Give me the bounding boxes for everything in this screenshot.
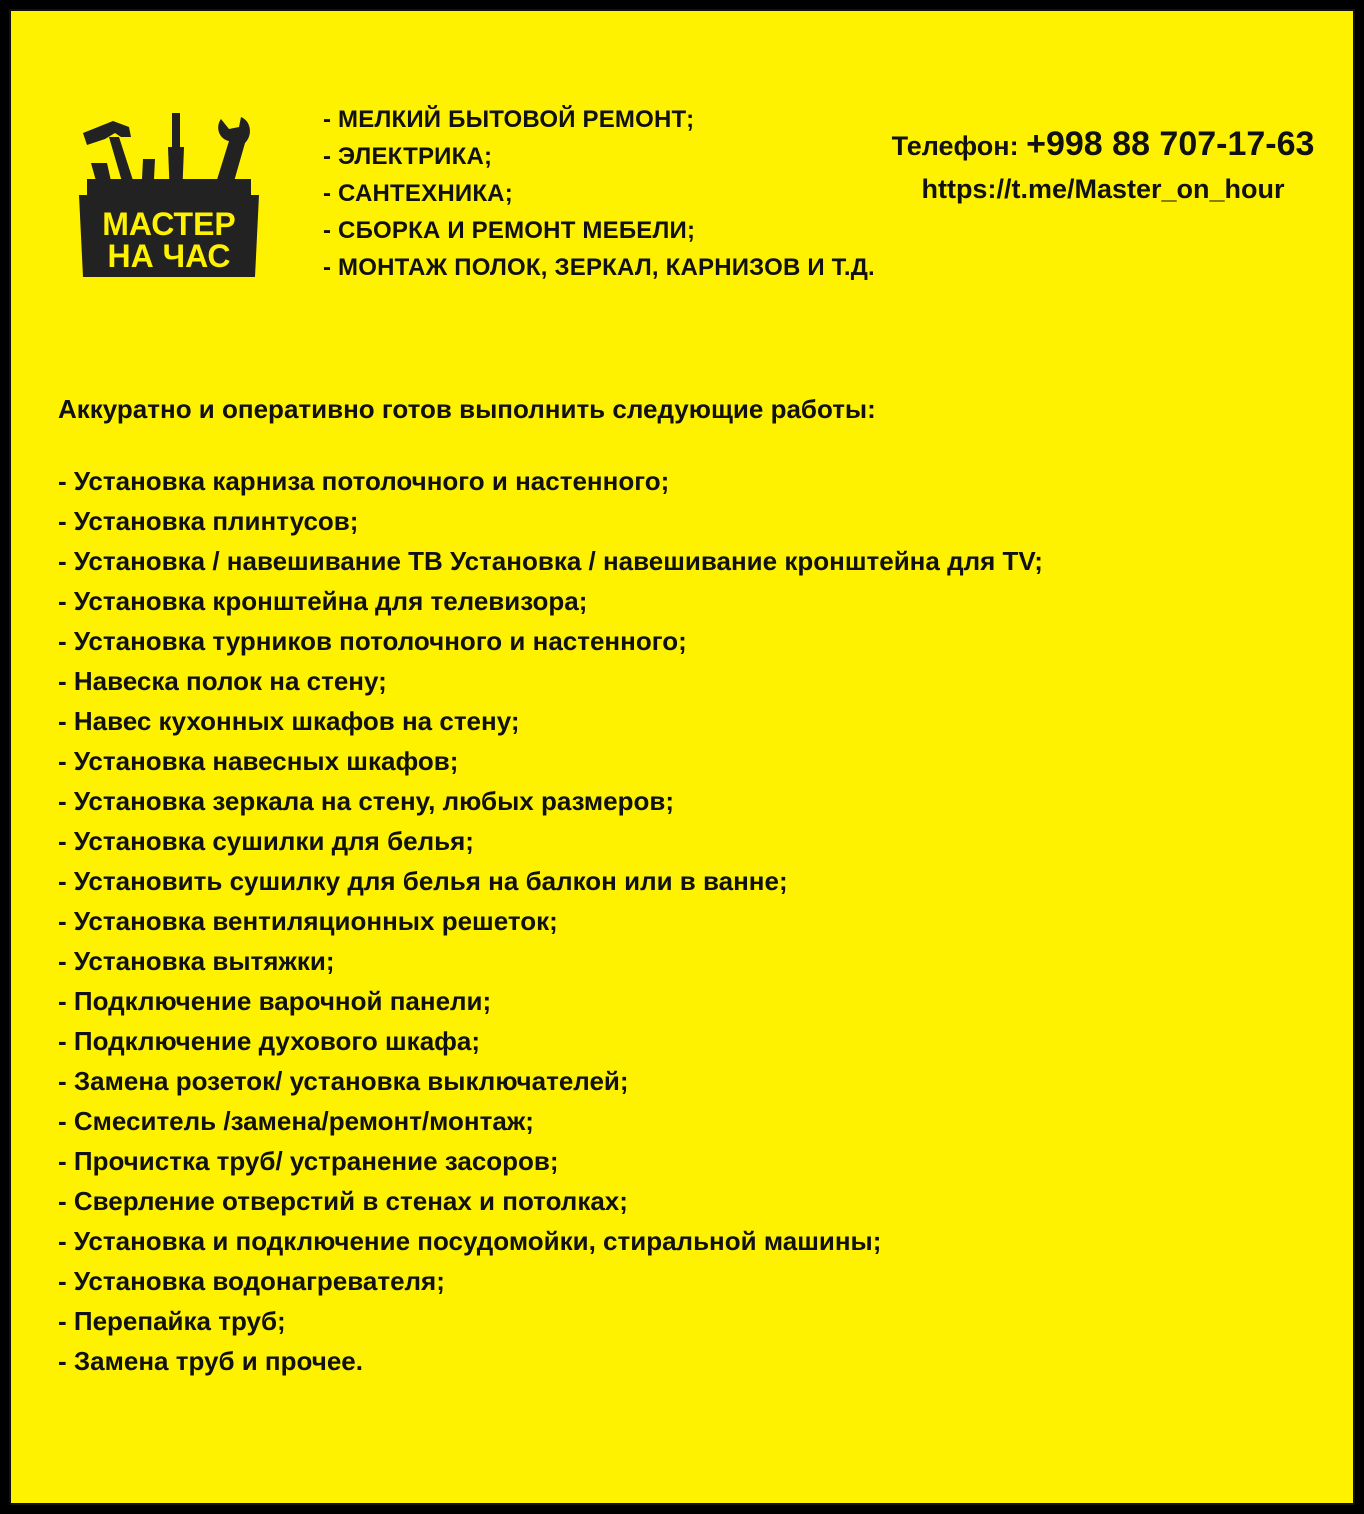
header-service-item: - СБОРКА И РЕМОНТ МЕБЕЛИ; — [323, 217, 696, 244]
logo-text-line2: НА ЧАС — [107, 238, 231, 274]
phone-label: Телефон: — [891, 131, 1019, 161]
work-item: - Прочистка труб/ устранение засоров; — [58, 1146, 559, 1176]
works-list — [58, 461, 1043, 1381]
phone-row — [873, 121, 1333, 169]
work-item: - Установка карниза потолочного и настенного; — [58, 466, 670, 496]
contacts-block — [873, 121, 1333, 209]
header-service-item: - САНТЕХНИКА; — [323, 180, 513, 207]
phone-number[interactable]: +998 88 707-17-63 — [1026, 125, 1315, 163]
logo-text-line1: МАСТЕР — [102, 206, 236, 242]
work-item: - Установка вытяжки; — [58, 946, 335, 976]
work-item: - Установка / навешивание ТВ Установка / навешивание кронштейна для TV; — [58, 546, 1043, 576]
work-item: - Установка турников потолочного и настенного; — [58, 626, 687, 656]
work-item: - Установка плинтусов; — [58, 506, 359, 536]
intro-heading: Аккуратно и оперативно готов выполнить следующие работы: — [58, 394, 876, 424]
master-na-chas-logo — [69, 103, 269, 278]
telegram-link[interactable]: https://t.me/Master_on_hour — [921, 174, 1285, 204]
toolbox-logo-graphic — [69, 103, 269, 278]
header-service-item: - ЭЛЕКТРИКА; — [323, 143, 493, 170]
header-service-item: - МЕЛКИЙ БЫТОВОЙ РЕМОНТ; — [323, 106, 695, 133]
work-item: - Навес кухонных шкафов на стену; — [58, 706, 520, 736]
work-item: - Установка сушилки для белья; — [58, 826, 474, 856]
work-item: - Подключение варочной панели; — [58, 986, 492, 1016]
work-item: - Установка вентиляционных решеток; — [58, 906, 558, 936]
work-item: - Подключение духового шкафа; — [58, 1026, 481, 1056]
work-item: - Установка зеркала на стену, любых размеров; — [58, 786, 674, 816]
work-item: - Установить сушилку для белья на балкон или в ванне; — [58, 866, 788, 896]
flyer-page — [9, 9, 1355, 1505]
work-item: - Установка навесных шкафов; — [58, 746, 459, 776]
work-item: - Смеситель /замена/ремонт/монтаж; — [58, 1106, 534, 1136]
work-item: - Перепайка труб; — [58, 1306, 286, 1336]
work-item: - Навеска полок на стену; — [58, 666, 387, 696]
work-item: - Замена труб и прочее. — [58, 1346, 363, 1376]
work-item: - Установка водонагревателя; — [58, 1266, 445, 1296]
work-item: - Замена розеток/ установка выключателей; — [58, 1066, 629, 1096]
work-item: - Сверление отверстий в стенах и потолках; — [58, 1186, 628, 1216]
work-item: - Установка кронштейна для телевизора; — [58, 586, 588, 616]
header-service-item: - МОНТАЖ ПОЛОК, ЗЕРКАЛ, КАРНИЗОВ И Т.Д. — [323, 254, 875, 281]
work-item: - Установка и подключение посудомойки, стиральной машины; — [58, 1226, 882, 1256]
header-services-list — [323, 101, 875, 286]
